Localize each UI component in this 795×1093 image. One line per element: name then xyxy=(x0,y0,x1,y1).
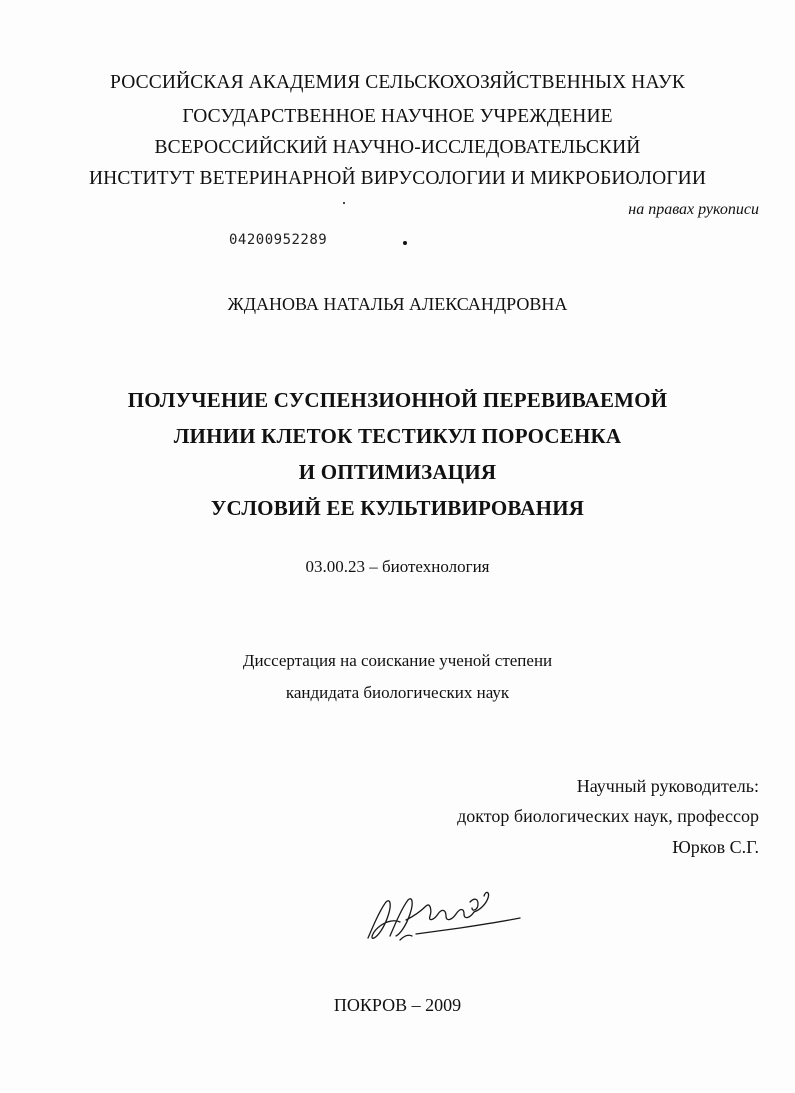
degree-line-2: кандидата биологических наук xyxy=(285,683,510,702)
title-line-4: УСЛОВИЙ ЕЕ КУЛЬТИВИРОВАНИЯ xyxy=(210,496,585,520)
supervisor-label: Научный руководитель: xyxy=(576,776,759,796)
document-code: 04200952289 xyxy=(229,232,328,248)
institution-line-1: РОССИЙСКАЯ АКАДЕМИЯ СЕЛЬСКОХОЗЯЙСТВЕННЫХ НАУК xyxy=(110,72,685,93)
degree-line-1: Диссертация на соискание ученой степени xyxy=(242,651,553,670)
signature-stroke-2 xyxy=(390,899,412,936)
manuscript-note: на правах рукописи xyxy=(628,201,759,218)
signature-stroke-1 xyxy=(368,901,400,939)
title-line-1: ПОЛУЧЕНИЕ СУСПЕНЗИОННОЙ ПЕРЕВИВАЕМОЙ xyxy=(127,388,668,412)
institution-line-3: ВСЕРОССИЙСКИЙ НАУЧНО-ИССЛЕДОВАТЕЛЬСКИЙ xyxy=(154,137,641,158)
institution-line-2: ГОСУДАРСТВЕННОЕ НАУЧНОЕ УЧРЕЖДЕНИЕ xyxy=(182,106,613,127)
signature-stroke-3 xyxy=(406,905,474,920)
supervisor-name: Юрков С.Г. xyxy=(672,837,759,857)
specialty-code: 03.00.23 – биотехнология xyxy=(305,557,490,576)
title-line-2: ЛИНИИ КЛЕТОК ТЕСТИКУЛ ПОРОСЕНКА xyxy=(173,424,622,448)
title-line-3: И ОПТИМИЗАЦИЯ xyxy=(298,460,497,484)
author-name: ЖДАНОВА НАТАЛЬЯ АЛЕКСАНДРОВНА xyxy=(227,294,568,314)
supervisor-credentials: доктор биологических наук, профессор xyxy=(457,806,759,826)
ink-dot xyxy=(403,241,407,245)
signature-stroke-4 xyxy=(470,899,478,910)
institution-line-4: ИНСТИТУТ ВЕТЕРИНАРНОЙ ВИРУСОЛОГИИ И МИКРОБИОЛОГИИ xyxy=(88,168,707,189)
city-year: ПОКРОВ – 2009 xyxy=(333,995,462,1015)
ink-speck xyxy=(343,202,345,204)
signature-underline xyxy=(416,918,520,934)
signature xyxy=(360,876,530,954)
signature-flourish xyxy=(400,935,412,940)
